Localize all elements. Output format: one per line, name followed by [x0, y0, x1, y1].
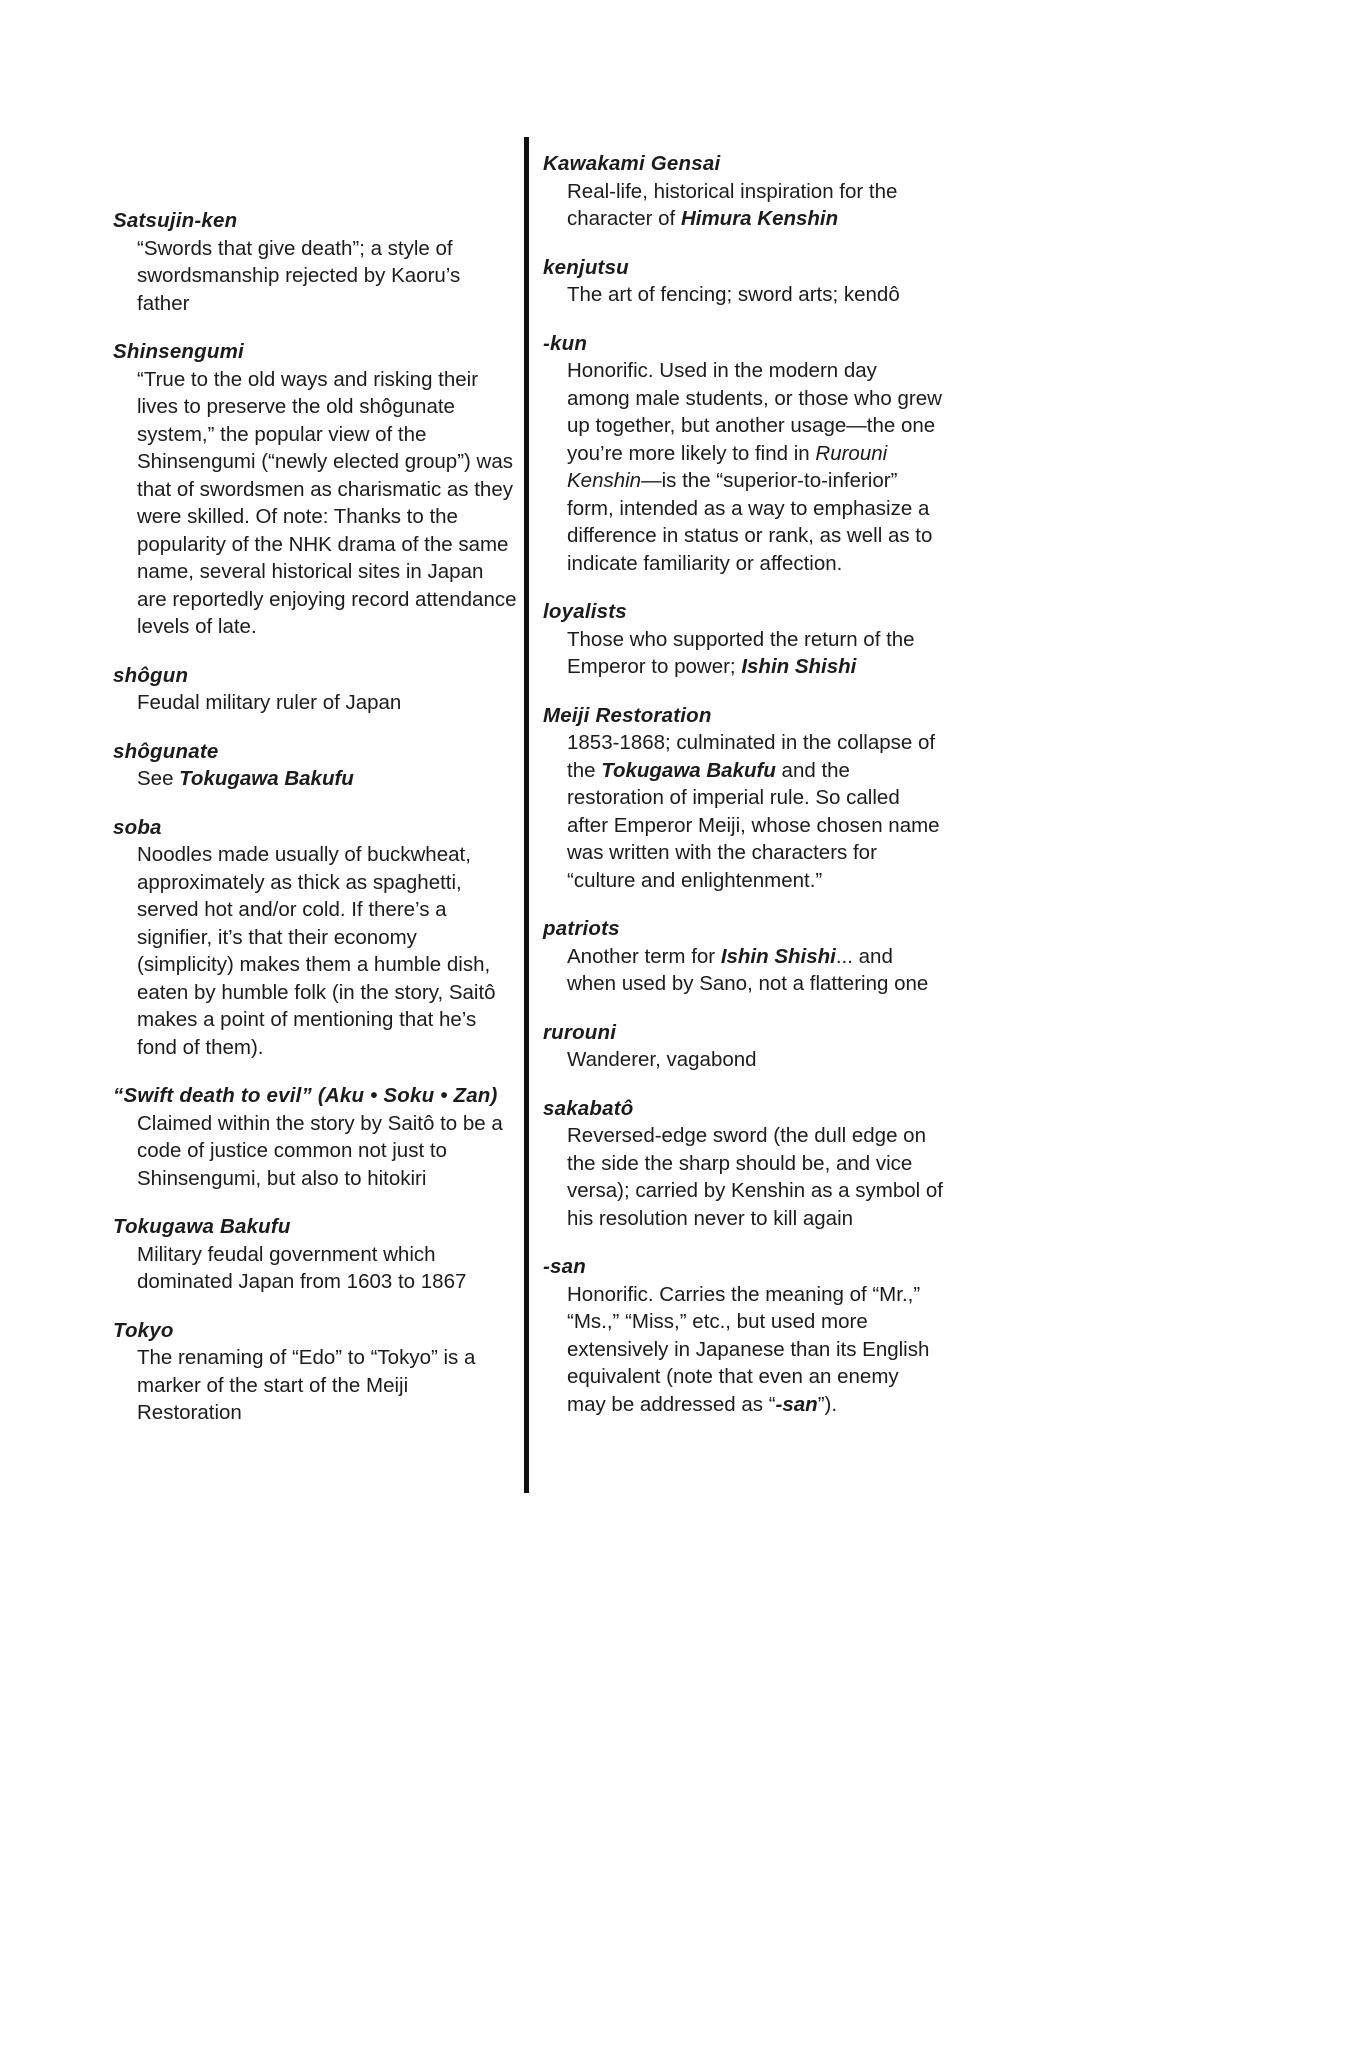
glossary-definition [113, 366, 517, 641]
glossary-entry [113, 1082, 517, 1192]
glossary-definition [543, 1122, 943, 1232]
definition-segment: Those who supported the return of the Emperor to power; [567, 627, 915, 678]
glossary-entry [113, 814, 517, 1062]
glossary-term: “Swift death to evil” (Aku • Soku • Zan) [113, 1084, 498, 1107]
definition-segment: Ishin Shishi [741, 655, 857, 678]
definition-segment: The art of fencing; sword arts; kendô [567, 283, 900, 306]
glossary-entry [543, 1253, 943, 1418]
glossary-term: kenjutsu [543, 255, 629, 279]
glossary-entry [543, 915, 943, 998]
glossary-entry [113, 1317, 517, 1427]
column-divider [524, 137, 529, 1493]
definition-segment: and the restoration of imperial rule. So called after Emperor Meiji, whose chosen name was written with the characters for “culture and enlightenment.” [567, 758, 940, 892]
glossary-entry [543, 598, 943, 681]
glossary-definition [113, 235, 517, 318]
glossary-entry [543, 1095, 943, 1233]
glossary-term: shôgunate [113, 739, 219, 763]
glossary-term: Tokyo [113, 1318, 174, 1342]
glossary-definition [543, 1281, 943, 1419]
definition-segment: The renaming of “Edo” to “Tokyo” is a marker of the start of the Meiji Restoration [137, 1346, 476, 1424]
definition-segment: -san [775, 1392, 818, 1416]
glossary-definition [543, 281, 943, 309]
definition-segment: Honorific. Carries the meaning of “Mr.,” “Ms.,” “Miss,” etc., but used more extensively in Japanese than its English equivalent (note that even an enemy may be addressed as “ [567, 1282, 930, 1416]
glossary-entry [113, 738, 517, 793]
definition-segment: Tokugawa Bakufu [179, 767, 354, 790]
definition-segment: Tokugawa Bakufu [601, 758, 776, 782]
glossary-entry [543, 330, 943, 578]
definition-segment: Another term for [567, 944, 721, 968]
definition-segment: Wanderer, vagabond [567, 1048, 757, 1071]
definition-segment: ... and when used by Sano, not a flattering one [567, 944, 929, 995]
glossary-column-right [543, 150, 943, 1439]
glossary-term: -san [543, 1255, 586, 1278]
glossary-entry [113, 207, 517, 317]
definition-segment: Reversed-edge sword (the dull edge on the side the sharp should be, and vice versa); carried by Kenshin as a symbol of his resolution never to kill again [567, 1124, 943, 1230]
glossary-definition [543, 178, 943, 233]
glossary-entry [113, 1213, 517, 1296]
glossary-definition [113, 1344, 517, 1427]
glossary-definition [113, 1110, 517, 1193]
glossary-entry [543, 1019, 943, 1074]
definition-segment: Honorific. Used in the modern day among male students, or those who grew up together, but another usage—the one you’re more likely to find in [567, 359, 942, 465]
glossary-term: -kun [543, 331, 588, 355]
glossary-definition [113, 765, 517, 793]
definition-segment: Rurouni Kenshin [567, 441, 888, 492]
glossary-term: patriots [543, 917, 620, 940]
glossary-term: Kawakami Gensai [543, 152, 721, 175]
definition-segment: Noodles made usually of buckwheat, approximately as thick as spaghetti, served hot and/or cold. If there’s a signifier, it’s that their economy (simplicity) makes them a humble dish, eaten by humble folk (in the story, Saitô makes a point of mentioning that he’s fond of them). [137, 843, 496, 1059]
definition-segment: Claimed within the story by Saitô to be a code of justice common not just to Shinsengumi, but also to hitokiri [137, 1111, 503, 1190]
glossary-term: rurouni [543, 1020, 617, 1044]
glossary-definition [113, 689, 517, 717]
glossary-term: loyalists [543, 600, 627, 623]
definition-segment: Feudal military ruler of Japan [137, 691, 402, 714]
glossary-term: Meiji Restoration [543, 703, 712, 727]
glossary-term: shôgun [113, 663, 189, 687]
glossary-term: Shinsengumi [113, 340, 244, 363]
glossary-entry [543, 150, 943, 233]
glossary-definition [543, 1046, 943, 1074]
glossary-entry [113, 338, 517, 641]
glossary-entry [543, 254, 943, 309]
glossary-definition [113, 1241, 517, 1296]
definition-segment: “True to the old ways and risking their lives to preserve the old shôgunate system,” the popular view of the Shinsengumi (“newly elected group”) was that of swordsmen as charismatic as they were skilled. Of note: Thanks to the popularity of the NHK drama of the same name, several historical sites in Japan are reportedly enjoying record attendance levels of late. [137, 367, 517, 638]
glossary-term: Tokugawa Bakufu [113, 1215, 291, 1238]
definition-segment: —is the “superior-to-inferior” form, intended as a way to emphasize a difference in status or rank, as well as to indicate familiarity or affection. [567, 469, 933, 575]
glossary-entry [543, 702, 943, 895]
definition-segment: Ishin Shishi [720, 944, 836, 968]
definition-segment: Himura Kenshin [680, 207, 839, 230]
glossary-term: Satsujin-ken [113, 209, 238, 232]
glossary-definition [543, 729, 943, 894]
definition-segment: Real-life, historical inspiration for the character of [567, 179, 898, 230]
glossary-definition [543, 943, 943, 998]
glossary-definition [543, 626, 943, 681]
glossary-term: sakabatô [543, 1096, 634, 1120]
definition-segment: 1853-1868; culminated in the collapse of the [567, 731, 936, 782]
glossary-term: soba [113, 815, 162, 839]
definition-segment: ”). [817, 1392, 838, 1416]
definition-segment: Military feudal government which dominated Japan from 1603 to 1867 [137, 1242, 467, 1293]
definition-segment: See [137, 767, 180, 790]
glossary-entry [113, 662, 517, 717]
definition-segment: “Swords that give death”; a style of swordsmanship rejected by Kaoru’s father [137, 236, 461, 315]
glossary-definition [113, 841, 517, 1061]
glossary-column-left [113, 207, 517, 1448]
glossary-definition [543, 357, 943, 577]
